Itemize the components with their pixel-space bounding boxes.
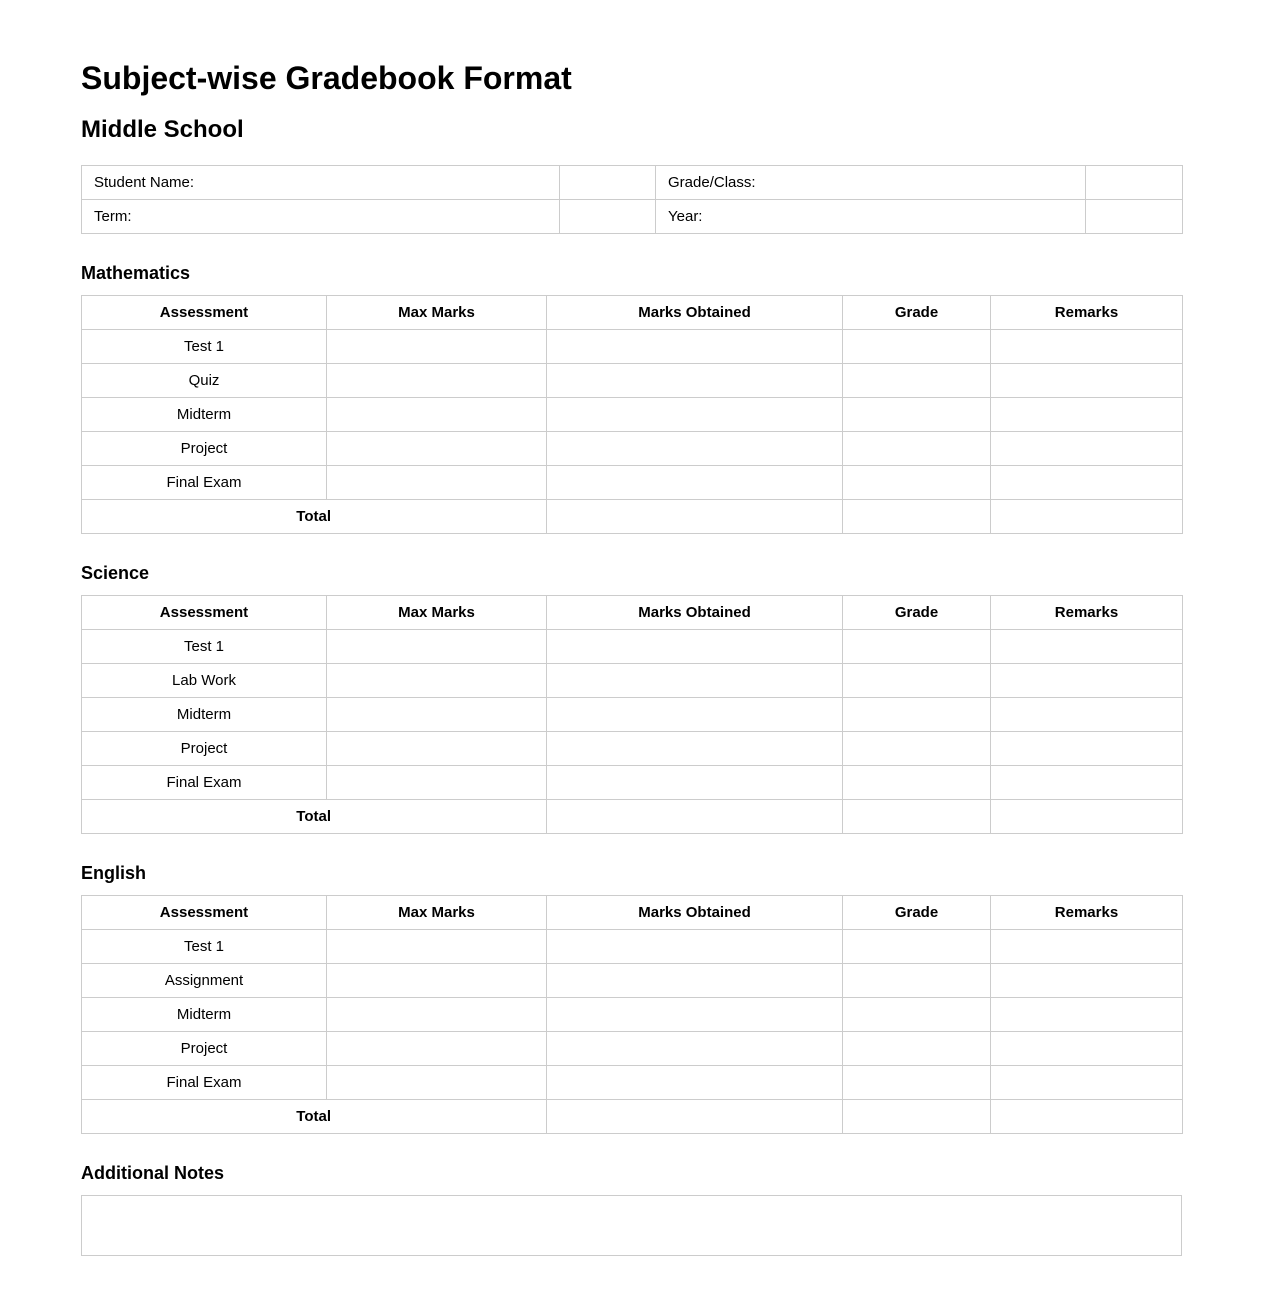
table-row <box>82 364 1183 398</box>
total-row <box>82 800 1183 834</box>
column-header-remarks: Remarks <box>991 596 1183 630</box>
grade-cell[interactable] <box>843 664 991 698</box>
column-header-marks-obtained: Marks Obtained <box>547 596 843 630</box>
remarks-cell[interactable] <box>991 930 1183 964</box>
assessment-name: Midterm <box>82 998 327 1032</box>
max-marks-cell[interactable] <box>327 1066 547 1100</box>
max-marks-cell[interactable] <box>327 1032 547 1066</box>
term-field[interactable] <box>560 200 656 234</box>
table-row <box>82 766 1183 800</box>
table-row <box>82 330 1183 364</box>
assessment-name: Assignment <box>82 964 327 998</box>
assessment-name: Midterm <box>82 398 327 432</box>
max-marks-cell[interactable] <box>327 330 547 364</box>
total-row <box>82 500 1183 534</box>
remarks-cell[interactable] <box>991 1066 1183 1100</box>
max-marks-cell[interactable] <box>327 964 547 998</box>
marks-obtained-cell[interactable] <box>547 1066 843 1100</box>
assessment-name: Final Exam <box>82 466 327 500</box>
grade-cell[interactable] <box>843 732 991 766</box>
column-header-grade: Grade <box>843 596 991 630</box>
grade-cell[interactable] <box>843 930 991 964</box>
assessment-name: Test 1 <box>82 630 327 664</box>
notes-textarea[interactable] <box>81 1195 1182 1256</box>
remarks-cell[interactable] <box>991 664 1183 698</box>
remarks-cell[interactable] <box>991 766 1183 800</box>
grade-cell[interactable] <box>843 364 991 398</box>
assessment-name: Project <box>82 1032 327 1066</box>
table-row <box>82 930 1183 964</box>
table-row <box>82 1032 1183 1066</box>
grade-cell[interactable] <box>843 1066 991 1100</box>
table-row <box>82 998 1183 1032</box>
column-header-assessment: Assessment <box>82 896 327 930</box>
column-header-grade: Grade <box>843 296 991 330</box>
year-field[interactable] <box>1086 200 1183 234</box>
grade-cell[interactable] <box>843 466 991 500</box>
marks-obtained-cell[interactable] <box>547 630 843 664</box>
total-grade-cell[interactable] <box>843 800 991 834</box>
notes-heading: Additional Notes <box>81 1163 224 1183</box>
total-grade-cell[interactable] <box>843 500 991 534</box>
marks-obtained-cell[interactable] <box>547 330 843 364</box>
grade-cell[interactable] <box>843 432 991 466</box>
student-info-row <box>82 166 1183 200</box>
student-name-label: Student Name: <box>82 166 560 200</box>
assessment-name: Quiz <box>82 364 327 398</box>
table-row <box>82 964 1183 998</box>
max-marks-cell[interactable] <box>327 698 547 732</box>
subject-table-english <box>81 895 1183 1134</box>
grade-cell[interactable] <box>843 964 991 998</box>
remarks-cell[interactable] <box>991 732 1183 766</box>
max-marks-cell[interactable] <box>327 998 547 1032</box>
document-subtitle: Middle School <box>81 116 244 143</box>
marks-obtained-cell[interactable] <box>547 998 843 1032</box>
column-header-max-marks: Max Marks <box>327 596 547 630</box>
marks-obtained-cell[interactable] <box>547 664 843 698</box>
remarks-cell[interactable] <box>991 998 1183 1032</box>
assessment-name: Midterm <box>82 698 327 732</box>
max-marks-cell[interactable] <box>327 930 547 964</box>
column-header-assessment: Assessment <box>82 296 327 330</box>
marks-obtained-cell[interactable] <box>547 466 843 500</box>
max-marks-cell[interactable] <box>327 364 547 398</box>
marks-obtained-cell[interactable] <box>547 398 843 432</box>
assessment-name: Test 1 <box>82 330 327 364</box>
student-info-row <box>82 200 1183 234</box>
subject-table-science <box>81 595 1183 834</box>
year-label: Year: <box>656 200 1086 234</box>
max-marks-cell[interactable] <box>327 466 547 500</box>
max-marks-cell[interactable] <box>327 398 547 432</box>
table-row <box>82 664 1183 698</box>
column-header-max-marks: Max Marks <box>327 296 547 330</box>
remarks-cell[interactable] <box>991 432 1183 466</box>
table-row <box>82 732 1183 766</box>
grade-cell[interactable] <box>843 998 991 1032</box>
table-row <box>82 466 1183 500</box>
grade-cell[interactable] <box>843 766 991 800</box>
term-label: Term: <box>82 200 560 234</box>
total-label: Total <box>82 500 547 534</box>
total-marks-obtained-cell[interactable] <box>547 800 843 834</box>
marks-obtained-cell[interactable] <box>547 732 843 766</box>
grade-cell[interactable] <box>843 1032 991 1066</box>
assessment-name: Test 1 <box>82 930 327 964</box>
grade-cell[interactable] <box>843 330 991 364</box>
remarks-cell[interactable] <box>991 1032 1183 1066</box>
column-header-max-marks: Max Marks <box>327 896 547 930</box>
remarks-cell[interactable] <box>991 466 1183 500</box>
total-remarks-cell[interactable] <box>991 500 1183 534</box>
table-row <box>82 1066 1183 1100</box>
remarks-cell[interactable] <box>991 398 1183 432</box>
table-row <box>82 432 1183 466</box>
remarks-cell[interactable] <box>991 630 1183 664</box>
max-marks-cell[interactable] <box>327 664 547 698</box>
marks-obtained-cell[interactable] <box>547 432 843 466</box>
total-label: Total <box>82 800 547 834</box>
remarks-cell[interactable] <box>991 364 1183 398</box>
column-header-grade: Grade <box>843 896 991 930</box>
total-remarks-cell[interactable] <box>991 1100 1183 1134</box>
remarks-cell[interactable] <box>991 330 1183 364</box>
table-row <box>82 630 1183 664</box>
grade-cell[interactable] <box>843 630 991 664</box>
marks-obtained-cell[interactable] <box>547 964 843 998</box>
table-header-row <box>82 296 1183 330</box>
total-label: Total <box>82 1100 547 1134</box>
marks-obtained-cell[interactable] <box>547 1032 843 1066</box>
max-marks-cell[interactable] <box>327 432 547 466</box>
column-header-remarks: Remarks <box>991 296 1183 330</box>
marks-obtained-cell[interactable] <box>547 698 843 732</box>
grade-cell[interactable] <box>843 398 991 432</box>
total-grade-cell[interactable] <box>843 1100 991 1134</box>
table-header-row <box>82 596 1183 630</box>
column-header-marks-obtained: Marks Obtained <box>547 296 843 330</box>
marks-obtained-cell[interactable] <box>547 364 843 398</box>
column-header-marks-obtained: Marks Obtained <box>547 896 843 930</box>
subject-table-mathematics <box>81 295 1183 534</box>
marks-obtained-cell[interactable] <box>547 930 843 964</box>
grade-class-field[interactable] <box>1086 166 1183 200</box>
remarks-cell[interactable] <box>991 964 1183 998</box>
assessment-name: Project <box>82 732 327 766</box>
column-header-remarks: Remarks <box>991 896 1183 930</box>
assessment-name: Lab Work <box>82 664 327 698</box>
max-marks-cell[interactable] <box>327 630 547 664</box>
max-marks-cell[interactable] <box>327 766 547 800</box>
total-remarks-cell[interactable] <box>991 800 1183 834</box>
student-name-field[interactable] <box>560 166 656 200</box>
document-title: Subject-wise Gradebook Format <box>81 60 572 96</box>
remarks-cell[interactable] <box>991 698 1183 732</box>
total-row <box>82 1100 1183 1134</box>
total-marks-obtained-cell[interactable] <box>547 500 843 534</box>
grade-cell[interactable] <box>843 698 991 732</box>
assessment-name: Project <box>82 432 327 466</box>
grade-class-label: Grade/Class: <box>656 166 1086 200</box>
assessment-name: Final Exam <box>82 1066 327 1100</box>
subject-heading: English <box>81 863 147 883</box>
total-marks-obtained-cell[interactable] <box>547 1100 843 1134</box>
student-info-table <box>81 165 1183 234</box>
max-marks-cell[interactable] <box>327 732 547 766</box>
subject-heading: Science <box>81 563 150 583</box>
marks-obtained-cell[interactable] <box>547 766 843 800</box>
table-header-row <box>82 896 1183 930</box>
column-header-assessment: Assessment <box>82 596 327 630</box>
table-row <box>82 698 1183 732</box>
assessment-name: Final Exam <box>82 766 327 800</box>
subject-heading: Mathematics <box>81 263 191 283</box>
table-row <box>82 398 1183 432</box>
